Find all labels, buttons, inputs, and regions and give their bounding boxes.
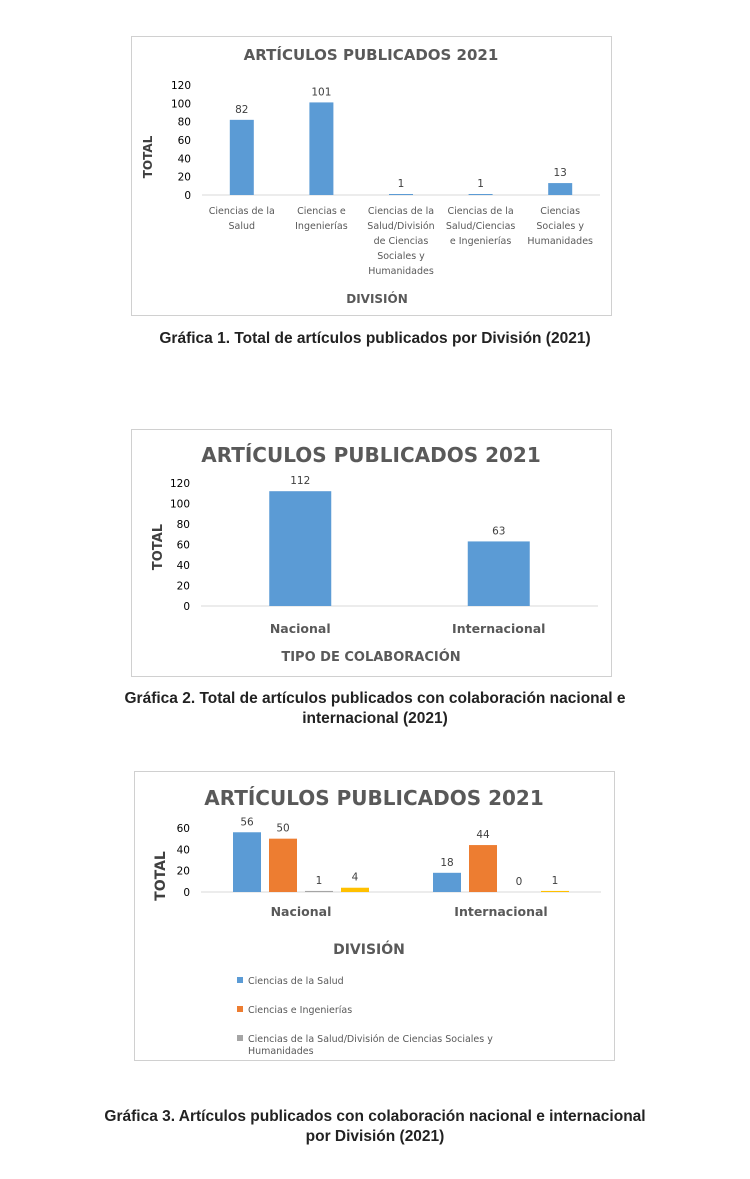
chart3-legend-label: Ciencias de la Salud xyxy=(248,976,344,987)
chart3-data-label: 18 xyxy=(440,856,454,869)
chart1-bar xyxy=(548,183,572,195)
chart-1 xyxy=(132,37,611,315)
chart1-ytick-label: 80 xyxy=(177,116,191,129)
chart1-category-label: Sociales y xyxy=(377,251,425,262)
chart3-xlabel: DIVISIÓN xyxy=(333,942,405,958)
chart3-data-label: 1 xyxy=(315,874,323,887)
chart2-data-label: 112 xyxy=(290,475,311,488)
chart-2 xyxy=(132,430,611,676)
chart1-ytick-label: 60 xyxy=(177,135,191,147)
chart2-ytick-label: 0 xyxy=(183,601,190,613)
chart1-bar xyxy=(389,194,413,195)
chart1-category-label: Humanidades xyxy=(368,266,434,277)
caption-3-line-2: por División (2021) xyxy=(305,1128,445,1145)
chart1-category-label: de Ciencias xyxy=(373,236,429,247)
chart2-ylabel: TOTAL xyxy=(151,523,166,571)
chart1-category-label: Ciencias de la xyxy=(208,206,275,217)
chart3-bar xyxy=(269,839,297,892)
chart3-data-label: 0 xyxy=(515,876,523,888)
chart1-data-label: 101 xyxy=(311,86,332,99)
chart2-data-label: 63 xyxy=(492,525,506,538)
chart1-title: ARTÍCULOS PUBLICADOS 2021 xyxy=(243,46,499,64)
chart2-xlabel: TIPO DE COLABORACIÓN xyxy=(281,650,461,665)
chart1-category-label: Ciencias xyxy=(540,206,581,217)
chart3-bar xyxy=(469,845,497,892)
chart3-legend-swatch xyxy=(237,977,243,983)
chart1-category-label: Humanidades xyxy=(527,236,593,247)
chart1-category-label: Sociales y xyxy=(536,221,585,232)
chart3-data-label: 56 xyxy=(240,816,254,829)
chart1-bar xyxy=(469,194,493,195)
chart3-data-label: 4 xyxy=(351,871,359,884)
chart-3-container xyxy=(134,771,615,1061)
chart2-title: ARTÍCULOS PUBLICADOS 2021 xyxy=(201,443,541,467)
chart1-data-label: 13 xyxy=(553,167,567,180)
chart2-ytick-label: 20 xyxy=(176,580,190,593)
caption-2-line-2: internacional (2021) xyxy=(302,710,448,727)
chart3-bar xyxy=(233,832,261,892)
chart2-ytick-label: 40 xyxy=(176,560,190,572)
chart3-category-label: Nacional xyxy=(270,904,332,919)
chart1-ytick-label: 120 xyxy=(170,80,191,92)
chart1-bar xyxy=(230,120,254,195)
chart2-ytick-label: 100 xyxy=(169,498,190,511)
chart1-category-label: Salud/Ciencias xyxy=(445,221,516,232)
chart3-bar xyxy=(305,891,333,892)
chart1-ytick-label: 0 xyxy=(184,190,191,202)
chart3-title: ARTÍCULOS PUBLICADOS 2021 xyxy=(204,786,544,810)
chart1-category-label: Salud/División xyxy=(367,221,435,232)
caption-chart-1 xyxy=(0,329,750,349)
chart1-ytick-label: 100 xyxy=(170,98,191,111)
chart2-ytick-label: 60 xyxy=(176,539,190,552)
chart3-ytick-label: 40 xyxy=(176,844,190,857)
chart-1-container xyxy=(131,36,612,316)
chart3-bar xyxy=(341,888,369,892)
chart3-legend-label: Ciencias e Ingenierías xyxy=(248,1005,353,1016)
chart1-bar xyxy=(309,102,333,195)
chart3-legend-swatch xyxy=(237,1035,243,1041)
chart3-legend-label: Ciencias de la Salud/División de Ciencias Sociales y xyxy=(248,1034,493,1045)
caption-chart-2 xyxy=(0,689,750,729)
chart1-data-label: 1 xyxy=(397,178,405,191)
chart1-category-label: Ingenierías xyxy=(295,221,348,232)
chart2-category-label: Internacional xyxy=(452,621,546,636)
chart1-ytick-label: 40 xyxy=(177,153,191,166)
chart-3 xyxy=(135,772,614,1060)
chart2-ytick-label: 120 xyxy=(169,478,190,490)
chart1-ytick-label: 20 xyxy=(177,171,191,184)
chart3-legend-label: Humanidades xyxy=(248,1046,314,1057)
caption-2-line-1: Gráfica 2. Total de artículos publicados con colaboración nacional e xyxy=(124,690,626,707)
chart3-data-label: 44 xyxy=(476,829,490,842)
chart2-ytick-label: 80 xyxy=(176,519,190,531)
chart3-ytick-label: 20 xyxy=(176,865,190,878)
chart1-data-label: 82 xyxy=(235,103,249,116)
chart3-data-label: 50 xyxy=(276,822,290,835)
chart3-bar xyxy=(541,891,569,892)
chart1-xlabel: DIVISIÓN xyxy=(346,292,408,306)
chart3-ytick-label: 0 xyxy=(183,887,190,899)
chart2-bar xyxy=(468,541,530,606)
chart1-category-label: Ciencias de la xyxy=(447,206,514,217)
chart1-category-label: Ciencias de la xyxy=(367,206,435,217)
chart3-data-label: 1 xyxy=(551,874,559,887)
chart3-ylabel: TOTAL xyxy=(153,851,169,901)
caption-chart-3 xyxy=(0,1107,750,1147)
chart1-category-label: Ciencias e xyxy=(297,206,346,217)
chart3-category-label: Internacional xyxy=(454,904,548,919)
chart3-ytick-label: 60 xyxy=(176,823,190,835)
chart3-bar xyxy=(433,873,461,892)
chart2-category-label: Nacional xyxy=(269,621,331,636)
chart-2-container xyxy=(131,429,612,677)
chart3-legend-swatch xyxy=(237,1006,243,1012)
chart2-bar xyxy=(269,491,331,606)
caption-3-line-1: Gráfica 3. Artículos publicados con colaboración nacional e internacional xyxy=(104,1108,646,1125)
chart1-ylabel: TOTAL xyxy=(141,135,155,179)
chart1-category-label: Salud xyxy=(228,221,256,232)
chart1-data-label: 1 xyxy=(477,178,484,191)
caption-1-text: Gráfica 1. Total de artículos publicados por División (2021) xyxy=(159,330,591,347)
chart1-category-label: e Ingenierías xyxy=(449,236,512,247)
